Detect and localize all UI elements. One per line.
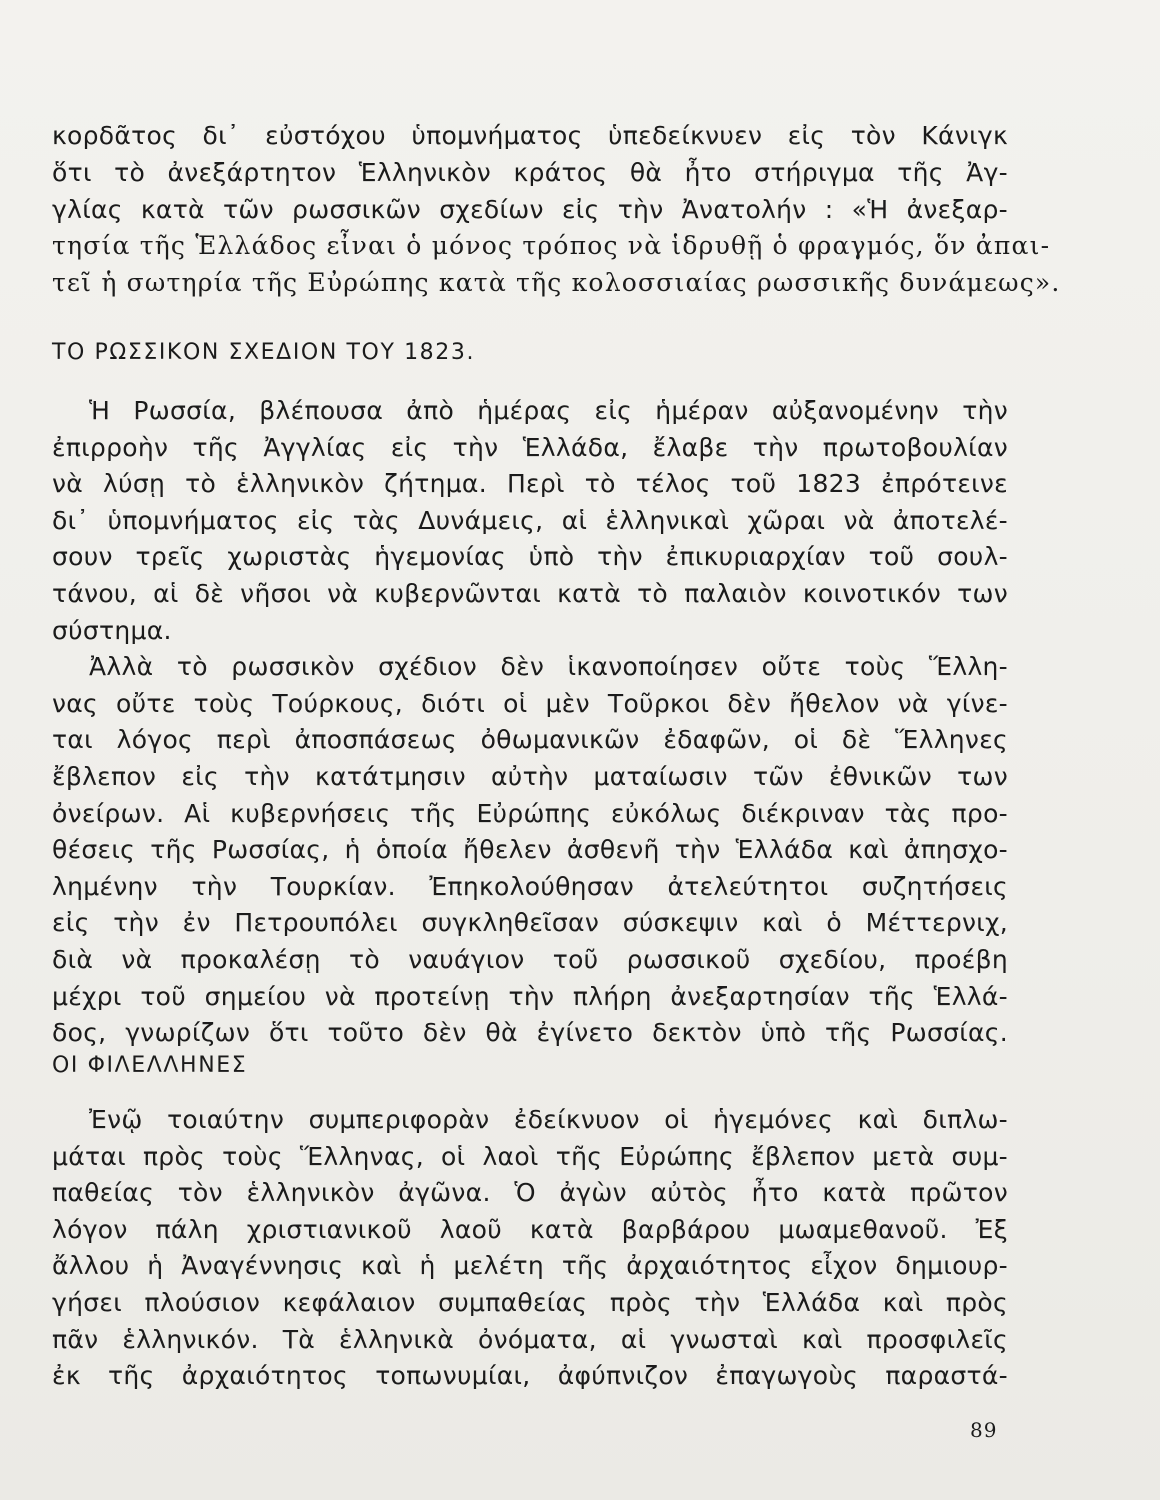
text-line: διὰ νὰ προκαλέσῃ τὸ ναυάγιον τοῦ ρωσσικοῦ σχεδίου, προέβη — [52, 944, 1008, 974]
paragraph — [52, 1102, 1008, 1395]
text-line: θέσεις τῆς Ρωσσίας, ἡ ὁποία ἤθελεν ἀσθενῆ τὴν Ἑλλάδα καὶ ἀπησχο- — [52, 835, 1008, 865]
text-line: νας οὔτε τοὺς Τούρκους, διότι οἱ μὲν Τοῦρκοι δὲν ἤθελον νὰ γίνε- — [52, 688, 1008, 718]
section-russian-plan-body — [52, 393, 1008, 1052]
section-philhellenes-body — [52, 1102, 1008, 1395]
text-line: ὀνείρων. Αἱ κυβερνήσεις τῆς Εὐρώπης εὐκόλως διέκριναν τὰς προ- — [52, 798, 1008, 828]
text-line: σύστημα. — [52, 615, 172, 645]
text-line: κορδᾶτος δι᾽ εὐστόχου ὑπομνήματος ὑπεδείκνυεν εἰς τὸν Κάνιγκ — [52, 121, 1008, 150]
section-heading-russian-plan: ΤΟ ΡΩΣΣΙΚΟΝ ΣΧΕΔΙΟΝ ΤΟΥ 1823. — [52, 340, 476, 365]
text-line: ἐκ τῆς ἀρχαιότητος τοπωνυμίαι, ἀφύπνιζον ἐπαγωγοὺς παραστά- — [52, 1361, 1008, 1391]
text-line: δος, γνωρίζων ὅτι τοῦτο δὲν θὰ ἐγίνετο δεκτὸν ὑπὸ τῆς Ρωσσίας. — [52, 1018, 1008, 1048]
text-line: γήσει πλούσιον κεφάλαιον συμπαθείας πρὸς τὴν Ἑλλάδα καὶ πρὸς — [52, 1287, 1008, 1317]
opening-paragraph — [52, 118, 1061, 302]
text-line: σουν τρεῖς χωριστὰς ἡγεμονίας ὑπὸ τὴν ἐπικυριαρχίαν τοῦ σουλ- — [52, 542, 1008, 572]
text-line: πᾶν ἑλληνικόν. Τὰ ἑλληνικὰ ὀνόματα, αἱ γνωσταὶ καὶ προσφιλεῖς — [52, 1324, 1008, 1354]
text-line: ἄλλου ἡ Ἀναγέννησις καὶ ἡ μελέτη τῆς ἀρχαιότητος εἶχον δημιουρ- — [52, 1251, 1008, 1281]
text-line: μάται πρὸς τοὺς Ἕλληνας, οἱ λαοὶ τῆς Εὐρώπης ἔβλεπον μετὰ συμ- — [52, 1141, 1008, 1171]
text-line: Ἀλλὰ τὸ ρωσσικὸν σχέδιον δὲν ἱκανοποίησεν οὔτε τοὺς Ἕλλη- — [89, 652, 1008, 682]
text-line: λόγον πάλη χριστιανικοῦ λαοῦ κατὰ βαρβάρου μωαμεθανοῦ. Ἐξ — [52, 1214, 1008, 1244]
paragraph — [52, 393, 1008, 649]
page-number: 89 — [970, 1418, 998, 1442]
text-line: δι᾽ ὑπομνήματος εἰς τὰς Δυνάμεις, αἱ ἑλληνικαὶ χῶραι νὰ ἀποτελέ- — [52, 505, 1008, 535]
text-line: παθείας τὸν ἑλληνικὸν ἀγῶνα. Ὁ ἀγὼν αὐτὸς ἦτο κατὰ πρῶτον — [52, 1178, 1008, 1208]
section-heading-philhellenes: ΟΙ ΦΙΛΕΛΛΗΝΕΣ — [52, 1053, 248, 1078]
text-line: τησία τῆς Ἑλλάδος εἶναι ὁ μόνος τρόπος νὰ ἱδρυθῇ ὁ φραγμός, ὅν ἀπαι- — [52, 231, 1051, 261]
text-line: μέχρι τοῦ σημείου νὰ προτείνῃ τὴν πλήρη ἀνεξαρτησίαν τῆς Ἑλλά- — [52, 981, 1008, 1011]
text-line: ὅτι τὸ ἀνεξάρτητον Ἑλληνικὸν κράτος θὰ ἦτο στήριγμα τῆς Ἀγ- — [52, 157, 1008, 187]
text-line: Ἡ Ρωσσία, βλέπουσα ἀπὸ ἡμέρας εἰς ἡμέραν αὐξανομένην τὴν — [89, 396, 1008, 425]
text-line: γλίας κατὰ τῶν ρωσσικῶν σχεδίων εἰς τὴν Ἀνατολήν : «Ἡ ἀνεξαρ- — [52, 194, 1008, 224]
text-line: Ἐνῷ τοιαύτην συμπεριφορὰν ἐδείκνυον οἱ ἡγεμόνες καὶ διπλω- — [89, 1105, 1008, 1134]
text-line: εἰς τὴν ἐν Πετρουπόλει συγκληθεῖσαν σύσκεψιν καὶ ὁ Μέττερνιχ, — [52, 908, 1008, 938]
text-line: ἔβλεπον εἰς τὴν κατάτμησιν αὐτὴν ματαίωσιν τῶν ἐθνικῶν των — [52, 761, 1008, 791]
text-line: τάνου, αἱ δὲ νῆσοι νὰ κυβερνῶνται κατὰ τὸ παλαιὸν κοινοτικόν των — [52, 578, 1008, 608]
text-line: λημένην τὴν Τουρκίαν. Ἐπηκολούθησαν ἀτελεύτητοι συζητήσεις — [52, 871, 1008, 901]
text-line: νὰ λύσῃ τὸ ἑλληνικὸν ζήτημα. Περὶ τὸ τέλος τοῦ 1823 ἐπρότεινε — [52, 469, 1008, 499]
text-line: ται λόγος περὶ ἀποσπάσεως ὀθωμανικῶν ἐδαφῶν, οἱ δὲ Ἕλληνες — [52, 725, 1008, 755]
text-line: τεῖ ἡ σωτηρία τῆς Εὐρώπης κατὰ τῆς κολοσσιαίας ρωσσικῆς δυνάμεως». — [52, 268, 1061, 298]
text-line: ἐπιρροὴν τῆς Ἀγγλίας εἰς τὴν Ἑλλάδα, ἔλαβε τὴν πρωτοβουλίαν — [52, 432, 1008, 462]
paragraph — [52, 649, 1008, 1052]
